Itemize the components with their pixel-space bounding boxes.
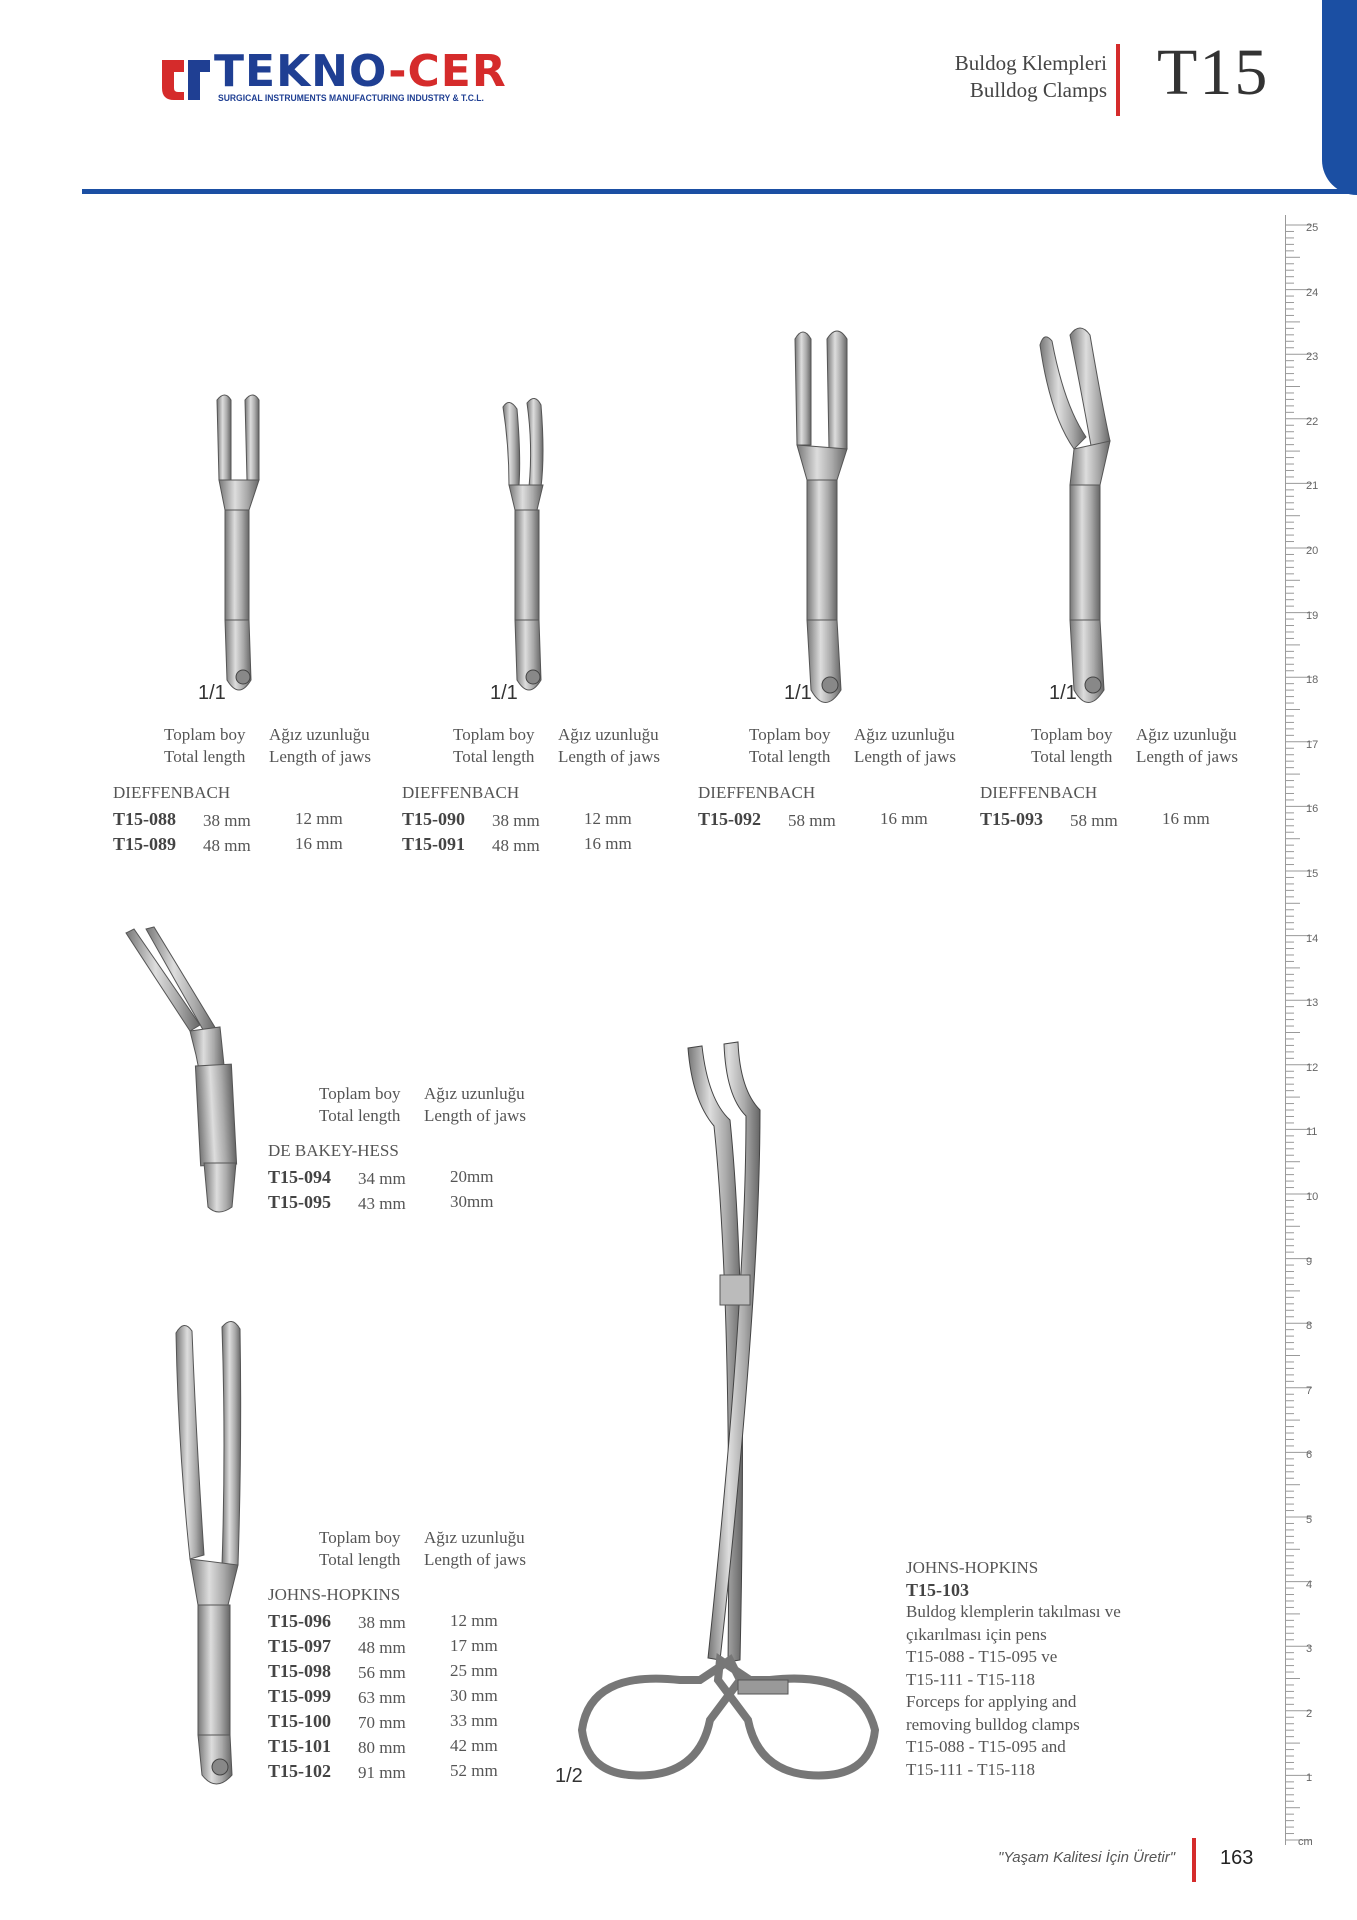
label-tr: Ağız uzunluğu (558, 725, 659, 744)
ruler-number: 13 (1306, 997, 1319, 1010)
jaw-length-label (854, 724, 956, 768)
label-en: Total length (319, 1550, 401, 1569)
total-length: 91 mm (358, 1763, 406, 1782)
jaw-length: 16 mm (880, 809, 928, 828)
product-code: T15-100 (268, 1711, 331, 1731)
logo-brand: TEKNO-CER (214, 46, 507, 97)
ruler-number: 16 (1306, 803, 1319, 816)
product-code: T15-091 (402, 834, 465, 854)
family-name: JOHNS-HOPKINS (268, 1585, 401, 1604)
ruler-number: 5 (1306, 1514, 1313, 1526)
ruler-number: 3 (1306, 1643, 1313, 1656)
label-tr: Ağız uzunluğu (424, 1084, 525, 1103)
jaw-length: 30mm (450, 1192, 494, 1211)
jaw-length: 17 mm (450, 1636, 498, 1655)
total-length: 56 mm (358, 1663, 406, 1682)
ruler-number: 19 (1306, 609, 1319, 622)
total-length: 48 mm (492, 836, 540, 855)
jaw-length: 42 mm (450, 1736, 498, 1755)
ruler-number: 9 (1306, 1255, 1313, 1268)
product-block-t15-103 (906, 1558, 1206, 1788)
label-en: Length of jaws (424, 1550, 526, 1569)
product-code: T15-097 (268, 1636, 331, 1656)
jaw-length: 12 mm (584, 809, 632, 828)
label-en: Length of jaws (424, 1106, 526, 1125)
scale-marker: 1/1 (490, 682, 518, 704)
jaw-length-label (424, 1527, 526, 1571)
total-length: 58 mm (1070, 811, 1118, 830)
label-en: Length of jaws (558, 747, 660, 766)
total-length: 48 mm (358, 1638, 406, 1657)
ruler-number: 24 (1306, 286, 1319, 299)
total-length: 38 mm (492, 811, 540, 830)
jaw-length-label (558, 724, 660, 768)
ruler-unit: cm (1298, 1836, 1313, 1848)
label-tr: Toplam boy (453, 725, 535, 744)
product-code: T15-103 (906, 1580, 969, 1600)
product-code: T15-094 (268, 1167, 331, 1187)
family-name: DIEFFENBACH (698, 783, 816, 802)
description-line: T15-088 - T15-095 ve (906, 1647, 1058, 1666)
scale-marker: 1/2 (555, 1765, 583, 1787)
total-length-label (1031, 724, 1112, 768)
ruler-number: 14 (1306, 932, 1319, 945)
footer-slogan: "Yaşam Kalitesi İçin Üretir" (998, 1849, 1176, 1866)
scale-marker: 1/1 (784, 682, 812, 704)
jaw-length: 52 mm (450, 1761, 498, 1780)
footer-divider (1192, 1838, 1196, 1882)
ruler-number: 22 (1306, 415, 1319, 428)
total-length: 48 mm (203, 836, 251, 855)
header-title-en: Bulldog Clamps (969, 78, 1107, 102)
logo-icon (160, 58, 212, 102)
label-en: Total length (453, 747, 535, 766)
label-en: Total length (164, 747, 246, 766)
product-block-t15-092 (698, 724, 998, 864)
family-name: JOHNS-HOPKINS (906, 1558, 1039, 1577)
header-title (955, 50, 1107, 104)
total-length: 38 mm (358, 1613, 406, 1632)
label-tr: Toplam boy (749, 725, 831, 744)
scale-marker: 1/1 (1049, 682, 1077, 704)
product-block-t15-096 (268, 1527, 568, 1797)
clamp-image-t15-088 (205, 390, 275, 710)
product-block-t15-093 (980, 724, 1280, 864)
label-tr: Ağız uzunluğu (269, 725, 370, 744)
product-code: T15-088 (113, 809, 176, 829)
total-length-label (453, 724, 534, 768)
description-line: Buldog klemplerin takılması ve (906, 1602, 1121, 1621)
ruler-number: 11 (1306, 1126, 1318, 1139)
label-tr: Toplam boy (319, 1084, 401, 1103)
ruler-number: 20 (1306, 545, 1319, 557)
header-divider (1116, 44, 1120, 116)
product-block-t15-088 (113, 724, 413, 864)
label-tr: Ağız uzunluğu (424, 1528, 525, 1547)
label-en: Length of jaws (1136, 747, 1238, 766)
jaw-length: 12 mm (450, 1611, 498, 1630)
total-length: 43 mm (358, 1194, 406, 1213)
description-line: T15-111 - T15-118 (906, 1669, 1036, 1689)
cm-ruler (1285, 215, 1325, 1845)
total-length-label (319, 1527, 400, 1571)
label-en: Length of jaws (854, 747, 956, 766)
family-name: DIEFFENBACH (402, 783, 520, 802)
total-length-label (749, 724, 830, 768)
product-code: T15-093 (980, 809, 1043, 829)
jaw-length: 12 mm (295, 809, 343, 828)
total-length-label (319, 1083, 400, 1127)
ruler-number: 15 (1306, 868, 1319, 880)
label-en: Total length (319, 1106, 401, 1125)
description-line: çıkarılması için pens (906, 1624, 1047, 1644)
ruler-number: 12 (1306, 1061, 1319, 1074)
jaw-length: 20mm (450, 1167, 494, 1186)
jaw-length: 25 mm (450, 1661, 498, 1680)
description-line: removing bulldog clamps (906, 1714, 1080, 1734)
description-line: T15-111 - T15-118 (906, 1759, 1036, 1779)
clamp-image-t15-096 (170, 1315, 260, 1790)
jaw-length: 16 mm (584, 834, 632, 853)
product-code: T15-096 (268, 1611, 331, 1631)
product-code: T15-090 (402, 809, 465, 829)
section-code: T15 (1157, 36, 1270, 109)
ruler-number: 17 (1306, 738, 1319, 751)
product-code: T15-101 (268, 1736, 331, 1756)
clamp-image-t15-090 (495, 395, 565, 710)
description-line: T15-088 - T15-095 and (906, 1737, 1066, 1756)
label-en: Length of jaws (269, 747, 371, 766)
ruler-number: 1 (1306, 1772, 1313, 1785)
family-name: DE BAKEY-HESS (268, 1141, 399, 1160)
ruler-number: 25 (1306, 222, 1319, 234)
ruler-number: 21 (1306, 480, 1319, 493)
header-rule (82, 189, 1357, 194)
ruler-number: 2 (1306, 1707, 1313, 1720)
product-code: T15-095 (268, 1192, 331, 1212)
label-tr: Ağız uzunluğu (1136, 725, 1237, 744)
total-length: 70 mm (358, 1713, 406, 1732)
clamp-image-t15-092 (785, 325, 865, 710)
page-number: 163 (1220, 1847, 1254, 1869)
product-code: T15-102 (268, 1761, 331, 1781)
jaw-length: 16 mm (1162, 809, 1210, 828)
ruler-number: 18 (1306, 674, 1319, 687)
ruler-number: 4 (1306, 1578, 1313, 1591)
label-en: Total length (749, 747, 831, 766)
jaw-length-label (1136, 724, 1238, 768)
ruler-number: 6 (1306, 1449, 1313, 1462)
label-tr: Toplam boy (164, 725, 246, 744)
total-length: 63 mm (358, 1688, 406, 1707)
family-name: DIEFFENBACH (980, 783, 1098, 802)
label-tr: Ağız uzunluğu (854, 725, 955, 744)
jaw-length: 30 mm (450, 1686, 498, 1705)
clamp-image-t15-093 (1030, 325, 1120, 710)
jaw-length: 16 mm (295, 834, 343, 853)
forceps-image-t15-103 (570, 1040, 895, 1790)
product-code: T15-092 (698, 809, 761, 829)
total-length: 34 mm (358, 1169, 406, 1188)
product-code: T15-098 (268, 1661, 331, 1681)
scale-marker: 1/1 (198, 682, 226, 704)
total-length: 80 mm (358, 1738, 406, 1757)
ruler-number: 10 (1306, 1191, 1319, 1203)
header-corner-band (1322, 0, 1357, 195)
label-tr: Toplam boy (1031, 725, 1113, 744)
product-code: T15-099 (268, 1686, 331, 1706)
label-tr: Toplam boy (319, 1528, 401, 1547)
family-name: DIEFFENBACH (113, 783, 231, 802)
logo-subtitle: SURGICAL INSTRUMENTS MANUFACTURING INDUSTRY & T.C.L. (218, 93, 484, 104)
total-length: 38 mm (203, 811, 251, 830)
jaw-length-label (269, 724, 371, 768)
description-line: Forceps for applying and (906, 1692, 1077, 1711)
ruler-number: 7 (1306, 1384, 1313, 1397)
clamp-image-t15-094 (120, 925, 260, 1225)
ruler-number: 23 (1306, 351, 1319, 364)
jaw-length: 33 mm (450, 1711, 498, 1730)
label-en: Total length (1031, 747, 1113, 766)
ruler-number: 8 (1306, 1320, 1313, 1333)
product-block-t15-090 (402, 724, 702, 864)
header-title-tr: Buldog Klempleri (954, 51, 1107, 75)
total-length-label (164, 724, 245, 768)
total-length: 58 mm (788, 811, 836, 830)
jaw-length-label (424, 1083, 526, 1127)
product-code: T15-089 (113, 834, 176, 854)
product-block-t15-094 (268, 1083, 568, 1223)
